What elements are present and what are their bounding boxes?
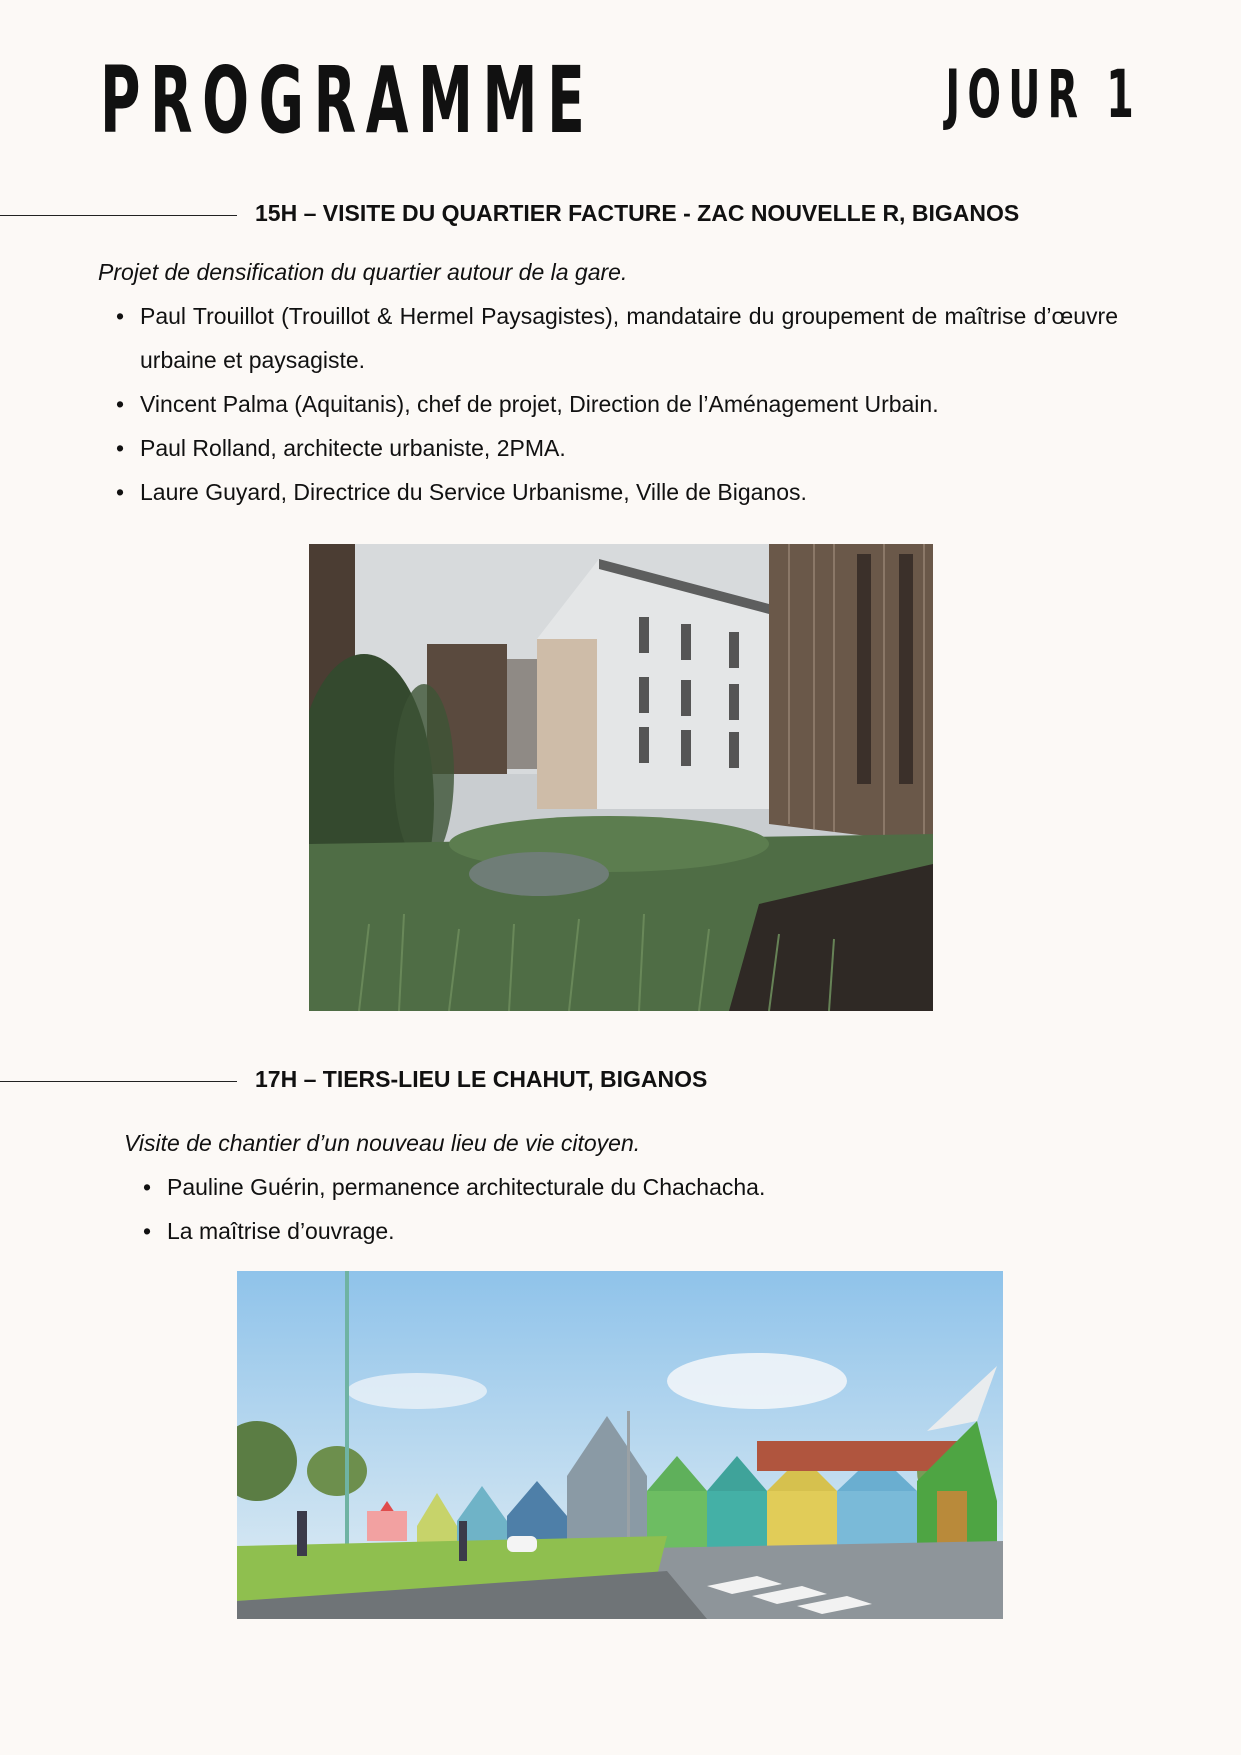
list-item: • Paul Rolland, architecte urbaniste, 2PMA.	[140, 426, 1118, 470]
tiers-lieu-rendering	[237, 1271, 1003, 1619]
list-item: • Vincent Palma (Aquitanis), chef de projet, Direction de l’Aménagement Urbain.	[140, 382, 1118, 426]
section-2-heading: 17H – TIERS-LIEU LE CHAHUT, BIGANOS	[255, 1066, 708, 1092]
section-1-list	[140, 294, 1118, 514]
section-1-intro: Projet de densification du quartier autour de la gare.	[98, 259, 628, 285]
section-1-rule	[0, 215, 237, 216]
section-2-list	[167, 1165, 1067, 1253]
residential-buildings-photo	[309, 544, 933, 1011]
list-item: • Laure Guyard, Directrice du Service Urbanisme, Ville de Biganos.	[140, 470, 1118, 514]
list-item: • Pauline Guérin, permanence architecturale du Chachacha.	[167, 1165, 1067, 1209]
section-2-rule	[0, 1081, 237, 1082]
page-title: PROGRAMME	[100, 47, 595, 154]
list-item: • Paul Trouillot (Trouillot & Hermel Paysagistes), mandataire du groupement de maîtrise d’œuvre urbaine et paysagiste.	[140, 294, 1118, 382]
section-1-heading: 15H – VISITE DU QUARTIER FACTURE - ZAC NOUVELLE R, BIGANOS	[255, 200, 1020, 226]
day-label: JOUR 1	[945, 56, 1141, 133]
section-2-intro: Visite de chantier d’un nouveau lieu de vie citoyen.	[124, 1130, 641, 1156]
list-item: • La maîtrise d’ouvrage.	[167, 1209, 1067, 1253]
